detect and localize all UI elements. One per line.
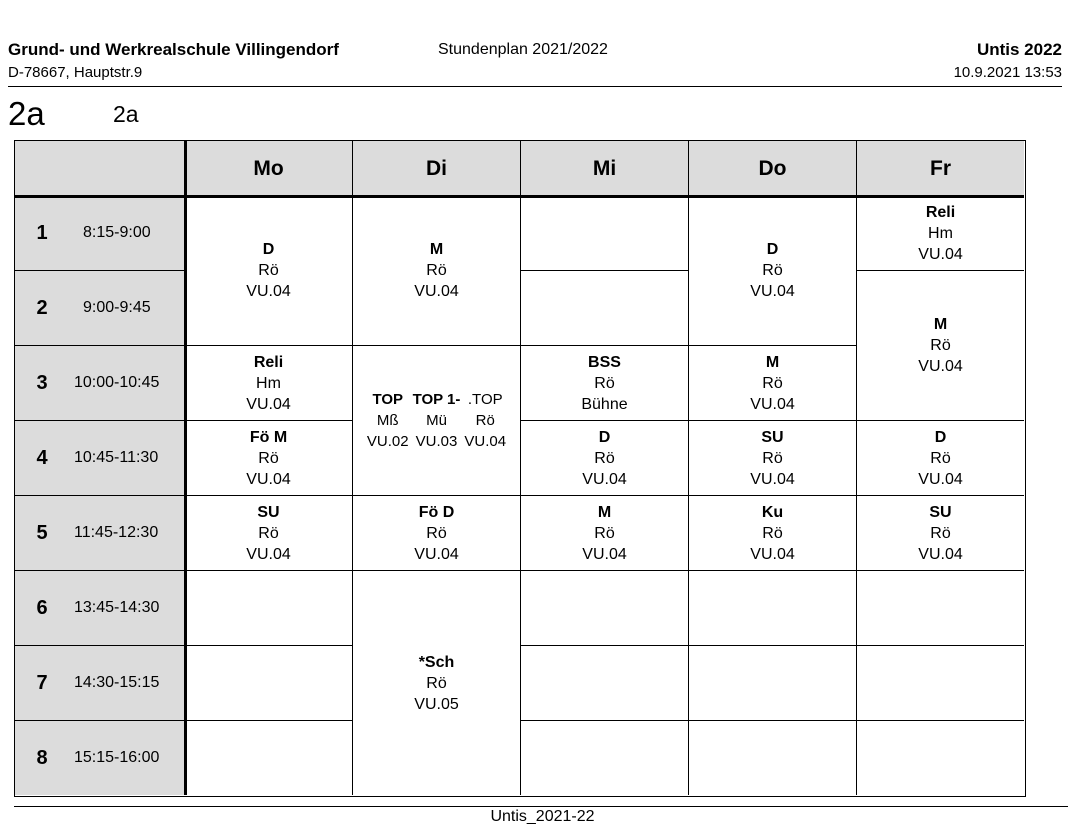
lesson-teacher: Rö (930, 337, 951, 354)
empty-slot-mi-7 (521, 646, 689, 721)
lesson-do-5 (689, 496, 857, 571)
lesson-subject: *Sch (418, 653, 455, 671)
school-address: D-78667, Hauptstr.9 (8, 64, 143, 81)
lesson-room: VU.04 (750, 470, 795, 488)
period-row-2 (15, 271, 185, 346)
lesson-room: VU.04 (246, 545, 291, 563)
lesson-mo-4 (185, 421, 353, 496)
lesson-room: VU.04 (464, 433, 507, 450)
lesson-room: VU.04 (918, 470, 963, 488)
lesson-teacher: Rö (594, 449, 615, 467)
lesson-room: VU.03 (415, 433, 458, 450)
lesson-room: VU.02 (366, 433, 409, 450)
lesson-teacher: Hm (256, 374, 281, 392)
lesson-subject: D (934, 428, 947, 446)
period-row-8 (15, 721, 185, 795)
period-time: 10:45-11:30 (74, 449, 159, 466)
lesson-teacher: Mü (426, 412, 447, 429)
lesson-room: VU.04 (918, 358, 963, 375)
lesson-room: VU.04 (246, 395, 291, 413)
lesson-teacher: Rö (258, 449, 279, 467)
period-time: 13:45-14:30 (74, 599, 160, 616)
lesson-room: Bühne (581, 395, 628, 413)
period-number: 6 (36, 596, 48, 619)
lesson-mi-4 (521, 421, 689, 496)
class-title: 2a (8, 95, 45, 132)
lesson-teacher: Rö (762, 524, 783, 542)
lesson-subject: SU (257, 503, 280, 521)
lesson-mo-5 (185, 496, 353, 571)
lesson-fr-5 (857, 496, 1024, 571)
period-time: 8:15-9:00 (83, 224, 151, 241)
timetable-grid (14, 140, 1026, 797)
empty-slot-mo-7 (185, 646, 353, 721)
empty-slot-mi-6 (521, 571, 689, 646)
corner-cell (15, 141, 185, 196)
lesson-subject: TOP 1- (412, 391, 461, 408)
period-time: 11:45-12:30 (74, 524, 159, 541)
period-number: 7 (36, 671, 48, 694)
school-name: Grund- und Werkrealschule Villingendorf (8, 40, 339, 59)
empty-slot-mi-1 (521, 196, 689, 271)
period-row-1 (15, 196, 185, 271)
lesson-room: VU.04 (750, 395, 795, 413)
print-timestamp: 10.9.2021 13:53 (953, 64, 1062, 81)
lesson-room: VU.04 (414, 283, 459, 300)
empty-slot-do-8 (689, 721, 857, 795)
lesson-teacher: Rö (762, 374, 783, 392)
lesson-group-1 (367, 389, 409, 452)
period-row-5 (15, 496, 185, 571)
lesson-room: VU.04 (918, 545, 963, 563)
lesson-teacher: Rö (762, 262, 783, 279)
lesson-teacher: Rö (475, 412, 495, 429)
lesson-teacher: Rö (762, 449, 783, 467)
empty-slot-fr-6 (857, 571, 1024, 646)
day-header-fr: Fr (857, 141, 1024, 196)
period-number: 2 (36, 296, 48, 319)
header-row-divider (15, 195, 1024, 198)
lesson-mi-5 (521, 496, 689, 571)
day-header-mo: Mo (185, 141, 353, 196)
lesson-fr-2-3 (857, 271, 1024, 421)
lesson-teacher: Rö (258, 262, 279, 279)
day-header-di: Di (353, 141, 521, 196)
lesson-subject: M (933, 316, 948, 333)
lesson-subject: Fö M (249, 428, 288, 446)
period-time: 10:00-10:45 (74, 374, 160, 391)
lesson-room: VU.04 (582, 545, 627, 563)
period-number: 4 (36, 446, 48, 469)
period-row-4 (15, 421, 185, 496)
period-time: 15:15-16:00 (74, 749, 160, 766)
period-time: 9:00-9:45 (83, 299, 151, 316)
lesson-teacher: Rö (594, 374, 615, 392)
period-number: 3 (36, 371, 48, 394)
lesson-subject: D (766, 241, 779, 258)
split-lesson-groups (367, 389, 506, 452)
lesson-subject: D (262, 241, 275, 258)
lesson-fr-1 (857, 196, 1024, 271)
day-header-mi: Mi (521, 141, 689, 196)
lesson-subject: Fö D (418, 503, 455, 521)
lesson-subject: M (429, 241, 444, 258)
lesson-fr-4 (857, 421, 1024, 496)
lesson-do-4 (689, 421, 857, 496)
period-column-divider (184, 141, 187, 795)
lesson-mi-3 (521, 346, 689, 421)
lesson-subject: SU (929, 503, 952, 521)
empty-slot-fr-8 (857, 721, 1024, 795)
lesson-teacher: Rö (426, 674, 447, 692)
lesson-room: VU.04 (750, 545, 795, 563)
header-divider (8, 86, 1062, 87)
software-name: Untis 2022 (976, 40, 1062, 59)
lesson-room: VU.04 (246, 470, 291, 488)
empty-slot-mo-8 (185, 721, 353, 795)
lesson-di-1-2 (353, 196, 521, 346)
period-row-3 (15, 346, 185, 421)
lesson-teacher: Rö (258, 524, 279, 542)
lesson-do-3 (689, 346, 857, 421)
lesson-group-3 (464, 389, 506, 452)
lesson-di-6-8 (353, 571, 521, 795)
period-number: 5 (36, 521, 48, 544)
lesson-subject: D (598, 428, 611, 446)
empty-slot-mo-6 (185, 571, 353, 646)
lesson-room: VU.04 (246, 283, 291, 300)
empty-slot-do-7 (689, 646, 857, 721)
day-header-do: Do (689, 141, 857, 196)
footer-divider (14, 806, 1068, 807)
empty-slot-do-6 (689, 571, 857, 646)
lesson-room: VU.04 (414, 545, 459, 563)
lesson-subject: Ku (761, 503, 784, 521)
lesson-mo-1-2 (185, 196, 353, 346)
empty-slot-mi-8 (521, 721, 689, 795)
lesson-room: VU.05 (414, 695, 459, 713)
footer-text: Untis_2021-22 (490, 808, 595, 825)
period-row-7 (15, 646, 185, 721)
period-number: 1 (36, 221, 48, 244)
lesson-room: VU.04 (918, 245, 963, 263)
lesson-teacher: Hm (928, 224, 953, 242)
period-number: 8 (36, 746, 48, 769)
lesson-teacher: Rö (930, 449, 951, 467)
empty-slot-mi-2 (521, 271, 689, 346)
period-row-6 (15, 571, 185, 646)
lesson-room: VU.04 (582, 470, 627, 488)
lesson-group-2 (413, 389, 461, 452)
class-name: 2a (113, 101, 139, 127)
lesson-subject: M (765, 353, 780, 371)
lesson-di-3-4 (353, 346, 521, 496)
timetable-subtitle: Stundenplan 2021/2022 (438, 41, 608, 58)
lesson-room: VU.04 (750, 283, 795, 300)
lesson-subject: SU (761, 428, 784, 446)
lesson-teacher: Rö (594, 524, 615, 542)
lesson-teacher: Rö (426, 524, 447, 542)
lesson-subject: .TOP (467, 391, 503, 408)
lesson-teacher: Rö (930, 524, 951, 542)
lesson-subject: M (597, 503, 612, 521)
period-time: 14:30-15:15 (74, 674, 160, 691)
lesson-teacher: Mß (376, 412, 399, 429)
lesson-subject: Reli (925, 203, 956, 221)
lesson-subject: Reli (253, 353, 284, 371)
lesson-di-5 (353, 496, 521, 571)
lesson-subject: BSS (588, 353, 621, 371)
lesson-mo-3 (185, 346, 353, 421)
lesson-do-1-2 (689, 196, 857, 346)
lesson-teacher: Rö (426, 262, 447, 279)
lesson-subject: TOP (372, 391, 404, 408)
empty-slot-fr-7 (857, 646, 1024, 721)
